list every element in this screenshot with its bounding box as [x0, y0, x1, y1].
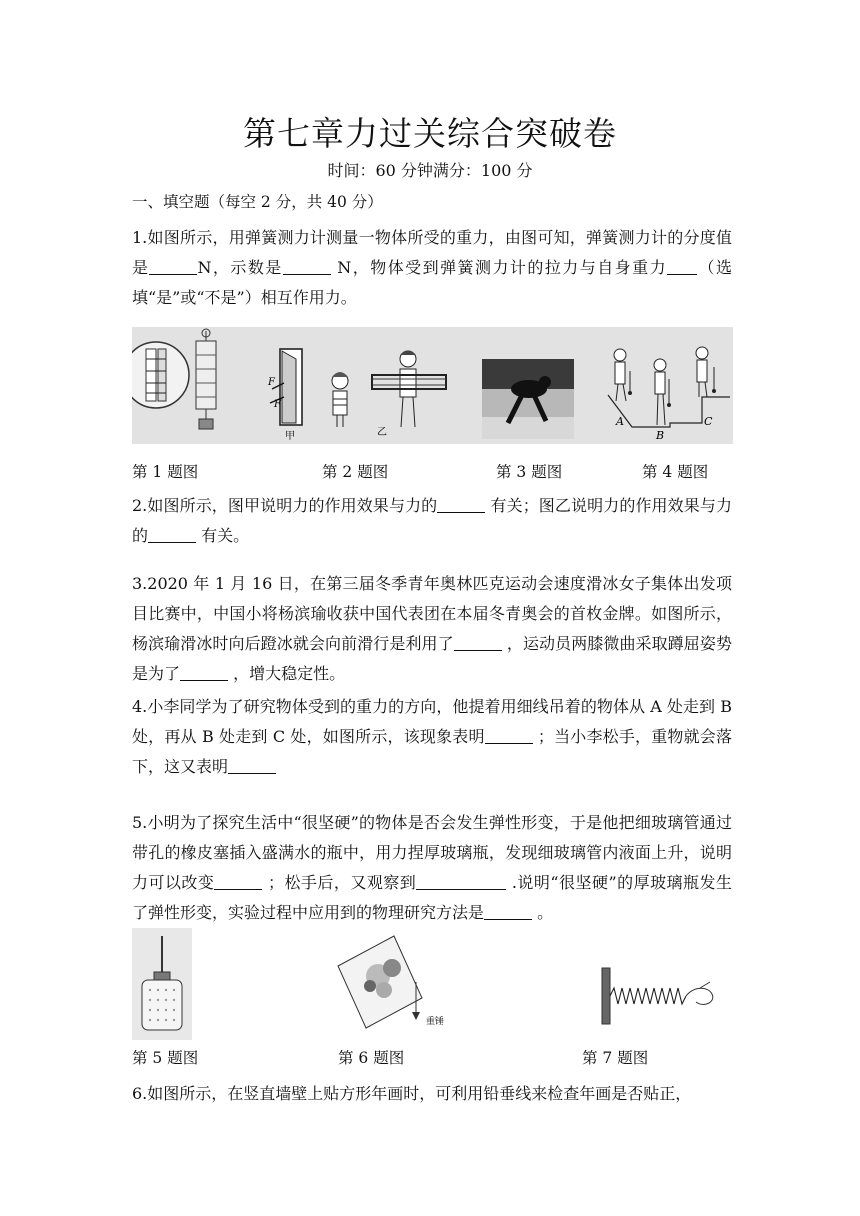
label-C: C [704, 415, 713, 428]
force-label-1: F [268, 377, 275, 388]
q5-text-b: ；松手后，又观察到 [262, 873, 417, 892]
q1-blank-2 [283, 256, 331, 275]
q4-blank-1 [485, 725, 533, 744]
q5-text-d: 。 [532, 903, 554, 922]
spring-scale-figure [132, 329, 216, 429]
exam-subtitle: 时间：60 分钟满分：100 分 [327, 161, 533, 180]
q2-text-c: 有关。 [196, 526, 250, 545]
q1-blank-3 [667, 256, 697, 275]
label-B: B [656, 429, 665, 442]
q5-blank-2 [416, 871, 506, 890]
figure-strip-drawing [132, 327, 733, 444]
door-force-figure [267, 349, 302, 442]
label-zhongchui: 重锤 [426, 1017, 445, 1027]
q1-blank-1 [149, 256, 197, 275]
question-5 [132, 808, 732, 928]
label-A: A [616, 415, 624, 428]
question-4 [132, 692, 732, 782]
page-title: 第七章力过关综合突破卷 [243, 114, 617, 153]
q1-text-b: N，示数是 [197, 258, 283, 277]
q3-text-b: ，运动员两膝微曲采取蹲屈姿势是为了 [132, 634, 732, 683]
plumb-line-walk-figure [608, 347, 730, 442]
force-label-2: F [274, 399, 281, 410]
q2-blank-1 [437, 494, 485, 513]
q5-text-c: .说明“很坚硬”的厚玻璃瓶发生了弹性形变，实验过程中应用到的物理研究方法是 [132, 873, 732, 922]
label-yi: 乙 [377, 427, 387, 438]
q3-text-c: ，增大稳定性。 [228, 664, 346, 683]
caption-fig-6: 第 6 题图 [338, 1049, 405, 1067]
question-1 [132, 223, 732, 313]
question-2 [132, 491, 732, 551]
painting-plumb-figure [332, 928, 462, 1040]
q5-blank-3 [484, 901, 532, 920]
q2-blank-2 [148, 524, 196, 543]
q2-text-a: 2.如图所示，图甲说明力的作用效果与力的 [132, 496, 438, 515]
skater-photo [482, 359, 574, 439]
caption-fig-5: 第 5 题图 [132, 1049, 199, 1067]
q2-text-b: 有关；图乙说明力的作用效果与力的 [132, 496, 732, 545]
caption-fig-3: 第 3 题图 [496, 463, 563, 481]
q4-blank-2 [228, 755, 276, 774]
q3-blank-2 [180, 662, 228, 681]
caption-fig-1: 第 1 题图 [132, 463, 199, 481]
figure-strip-q1-q4 [132, 327, 733, 444]
q3-text-a: 3.2020 年 1 月 16 日，在第三届冬季青年奥林匹克运动会速度滑冰女子集体出发项目比赛中，中国小将杨滨瑜收获中国代表团在本届冬青奥会的首枚金牌。如图所示，杨滨瑜滑冰时向后蹬冰就会向前滑行是利用了 [132, 574, 732, 653]
q1-text-d: （选填“是”或“不是”）相互作用力。 [132, 258, 732, 307]
q1-text-a: 1.如图所示，用弹簧测力计测量一物体所受的重力，由图可知，弹簧测力计的分度值是 [132, 228, 732, 277]
caption-fig-4: 第 4 题图 [642, 463, 709, 481]
spring-stretch-figure [332, 351, 446, 439]
question-3 [132, 569, 732, 689]
wall-spring-figure [600, 928, 733, 1040]
q6-text-a: 6.如图所示，在竖直墙壁上贴方形年画时，可利用铅垂线来检查年画是否贴正， [132, 1084, 692, 1103]
bottle-figure [132, 928, 192, 1040]
q1-text-c: N，物体受到弹簧测力计的拉力与自身重力 [330, 258, 668, 277]
caption-fig-2: 第 2 题图 [322, 463, 389, 481]
section-heading: 一、填空题（每空 2 分，共 40 分） [132, 193, 383, 211]
caption-fig-7: 第 7 题图 [582, 1049, 649, 1067]
q3-blank-1 [454, 632, 502, 651]
q5-text-a: 5.小明为了探究生活中“很坚硬”的物体是否会发生弹性形变，于是他把细玻璃管通过带孔的橡皮塞插入盛满水的瓶中，用力捏厚玻璃瓶，发现细玻璃管内液面上升，说明力可以改变 [132, 813, 732, 892]
question-6 [132, 1079, 732, 1109]
figure-row-q5-q7 [132, 928, 733, 1040]
q5-blank-1 [214, 871, 262, 890]
captions-row-1 [132, 460, 752, 482]
q4-text-a: 4.小李同学为了研究物体受到的重力的方向，他提着用细线吊着的物体从 A 处走到 B 处，再从 B 处走到 C 处，如图所示，该现象表明 [132, 697, 732, 746]
captions-row-2 [132, 1046, 752, 1068]
q4-text-b: ；当小李松手，重物就会落下，这又表明 [132, 727, 732, 776]
label-jia: 甲 [285, 431, 295, 442]
